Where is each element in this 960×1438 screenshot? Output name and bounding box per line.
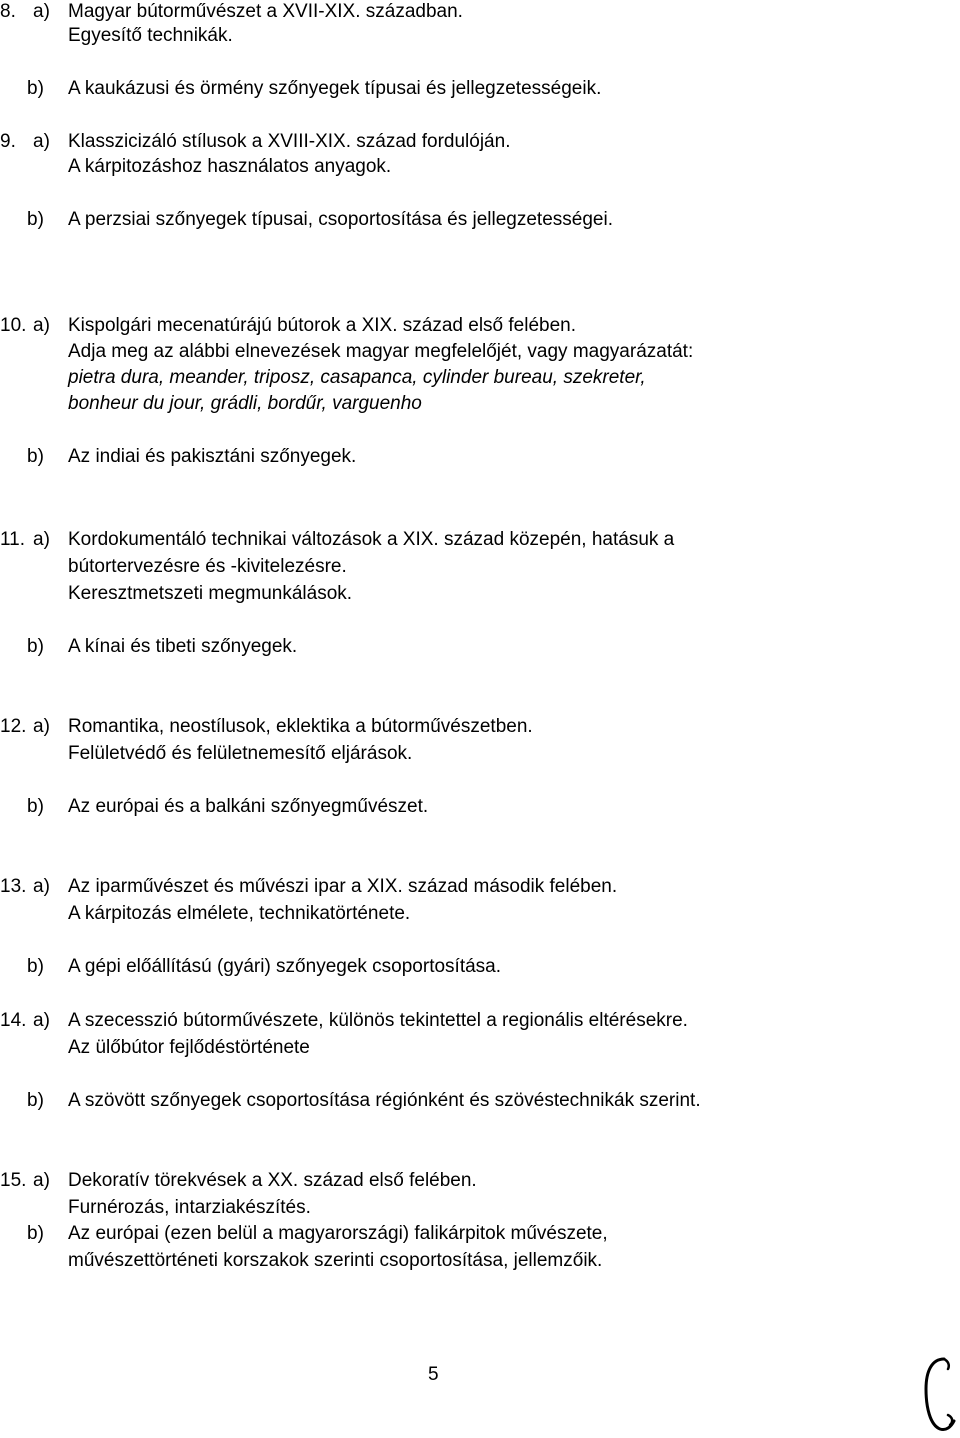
item-number: 9. <box>0 131 16 152</box>
item-text: Az európai és a balkáni szőnyegművészet. <box>68 796 429 817</box>
item-number: 14. <box>0 1010 27 1031</box>
item-number: 8. <box>0 1 16 22</box>
term-list-line: bonheur du jour, grádli, bordűr, varguenho <box>68 393 422 414</box>
item-text: bútortervezésre és -kivitelezésre. <box>68 556 347 577</box>
item-text: művészettörténeti korszakok szerinti csoportosítása, jellemzőik. <box>68 1250 603 1271</box>
item-text: Kordokumentáló technikai változások a XIX. század közepén, hatásuk a <box>68 529 675 550</box>
item-text: Felületvédő és felületnemesítő eljárások. <box>68 743 413 764</box>
item-label-b: b) <box>27 956 44 977</box>
item-text: Az indiai és pakisztáni szőnyegek. <box>68 446 357 467</box>
item-label-b: b) <box>27 636 44 657</box>
item-text: A szövött szőnyegek csoportosítása régiónként és szövéstechnikák szerint. <box>68 1090 701 1111</box>
item-text: A perzsiai szőnyegek típusai, csoportosítása és jellegzetességei. <box>68 209 613 230</box>
item-text: Az európai (ezen belül a magyarországi) falikárpitok művészete, <box>68 1223 608 1244</box>
item-text: A kárpitozás elmélete, technikatörténete. <box>68 903 411 924</box>
item-text: Kispolgári mecenatúrájú bútorok a XIX. század első felében. <box>68 315 577 336</box>
item-text: A kaukázusi és örmény szőnyegek típusai és jellegzetességeik. <box>68 78 602 99</box>
item-label-a: a) <box>33 876 50 897</box>
item-number: 12. <box>0 716 27 737</box>
item-number: 11. <box>0 529 26 550</box>
item-text: A kínai és tibeti szőnyegek. <box>68 636 298 657</box>
item-text: Adja meg az alábbi elnevezések magyar megfelelőjét, vagy magyarázatát: <box>68 341 694 362</box>
item-text: Klasszicizáló stílusok a XVIII-XIX. század fordulóján. <box>68 131 511 152</box>
item-label-a: a) <box>33 529 50 550</box>
item-label-a: a) <box>33 1 50 22</box>
item-text: A kárpitozáshoz használatos anyagok. <box>68 156 392 177</box>
item-text: Keresztmetszeti megmunkálások. <box>68 583 353 604</box>
item-text: Az iparművészet és művészi ipar a XIX. század második felében. <box>68 876 618 897</box>
item-label-b: b) <box>27 78 44 99</box>
handwritten-mark-icon <box>918 1355 958 1435</box>
item-number: 13. <box>0 876 27 897</box>
item-label-a: a) <box>33 716 50 737</box>
item-label-a: a) <box>33 1010 50 1031</box>
item-label-b: b) <box>27 446 44 467</box>
term-list-line: pietra dura, meander, triposz, casapanca, cylinder bureau, szekreter, <box>68 367 646 388</box>
item-text: Dekoratív törekvések a XX. század első felében. <box>68 1170 477 1191</box>
item-label-b: b) <box>27 209 44 230</box>
item-number: 15. <box>0 1170 27 1191</box>
item-label-a: a) <box>33 1170 50 1191</box>
item-text: Romantika, neostílusok, eklektika a bútorművészetben. <box>68 716 533 737</box>
item-number: 10. <box>0 315 27 336</box>
item-label-a: a) <box>33 315 50 336</box>
item-text: A szecesszió bútorművészete, különös tekintettel a regionális eltérésekre. <box>68 1010 688 1031</box>
page-number: 5 <box>428 1364 439 1385</box>
item-text: Az ülőbútor fejlődéstörténete <box>68 1037 310 1058</box>
item-text: Furnérozás, intarziakészítés. <box>68 1197 311 1218</box>
item-text: Egyesítő technikák. <box>68 25 233 46</box>
item-label-a: a) <box>33 131 50 152</box>
item-label-b: b) <box>27 796 44 817</box>
item-text: Magyar bútorművészet a XVII-XIX. században. <box>68 1 463 22</box>
item-label-b: b) <box>27 1223 44 1244</box>
item-label-b: b) <box>27 1090 44 1111</box>
item-text: A gépi előállítású (gyári) szőnyegek csoportosítása. <box>68 956 502 977</box>
